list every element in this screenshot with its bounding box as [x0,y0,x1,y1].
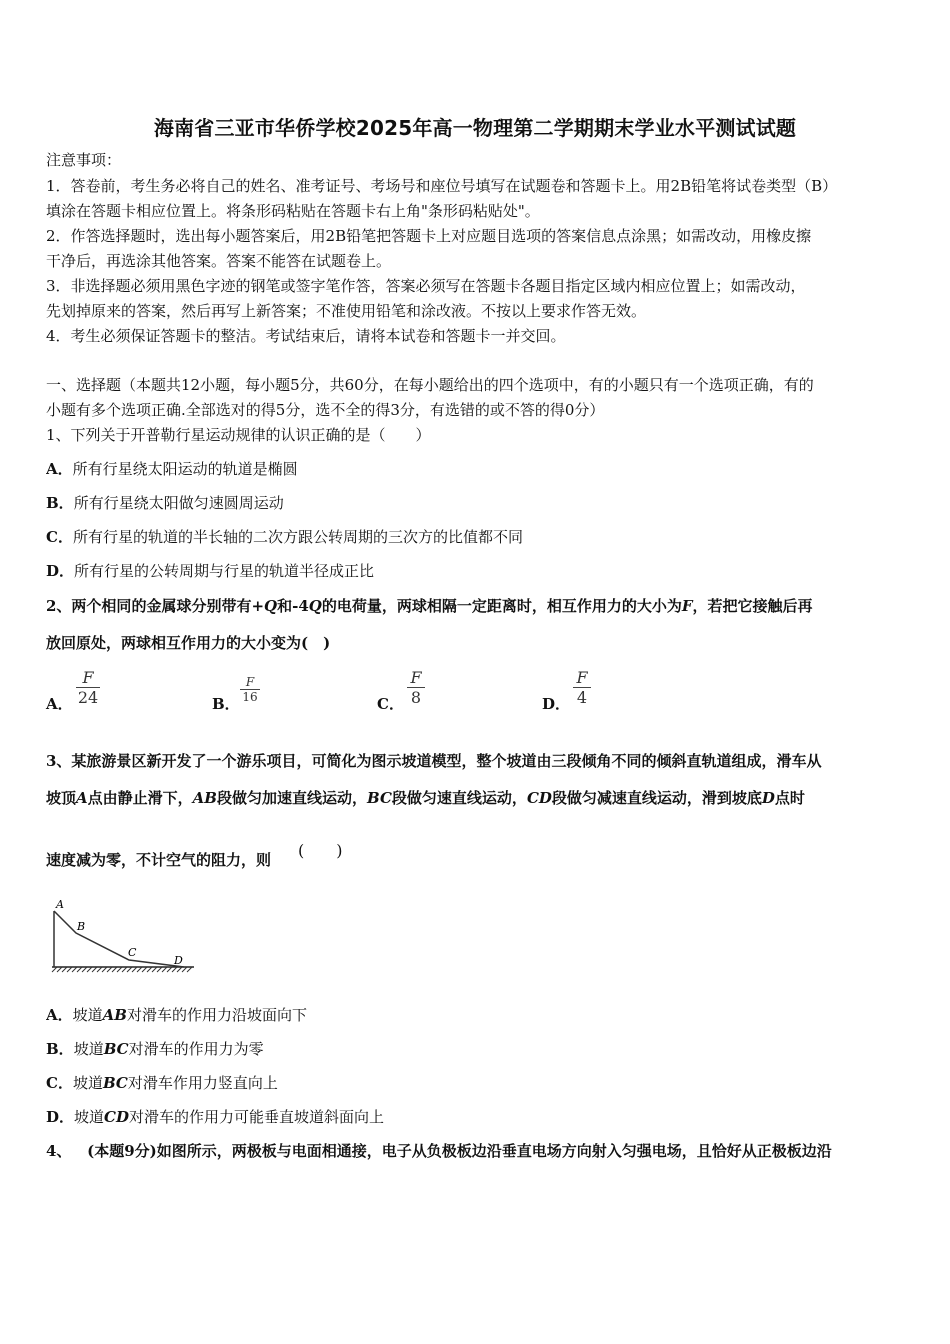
fraction-numerator: F [82,668,94,687]
notice-line: 填涂在答题卡相应位置上。将条形码粘贴在答题卡右上角"条形码粘贴处"。 [46,202,540,220]
option-text: 对滑车的作用力沿坡面向下 [126,1006,307,1024]
option-label: D． [46,1108,75,1126]
stem-text: 段做匀速直线运动， [391,789,527,807]
option-label: B． [46,1040,74,1058]
charge-symbol: Q [308,597,322,615]
question-number: 4、 [46,1142,72,1160]
question-1-option-c [46,527,908,547]
option-label: C． [46,1074,73,1092]
answer-paren: ( ) [298,841,343,860]
notice-line: 4．考生必须保证答题卡的整洁。考试结束后，请将本试卷和答题卡一并交回。 [46,327,566,345]
stem-text: 坡顶 [46,789,77,807]
question-1-option-d [46,561,908,581]
question-2-option-c-label: C． [377,695,404,713]
option-label: A． [46,460,73,478]
question-1-stem: 1、下列关于开普勒行星运动规律的认识正确的是（ ） [46,426,431,444]
option-text: 所有行星绕太阳做匀速圆周运动 [73,494,284,512]
segment-symbol: AB [102,1006,127,1024]
option-text: 对滑车的作用力可能垂直坡道斜面向上 [128,1108,384,1126]
option-text: 坡道 [74,1108,105,1126]
option-text: 坡道 [72,1006,103,1024]
option-text: 所有行星绕太阳运动的轨道是椭圆 [72,460,298,478]
option-text: 所有行星的轨道的半长轴的二次方跟公转周期的三次方的比值都不同 [72,528,523,546]
question-4-stem [46,1141,908,1161]
segment-symbol: CD [104,1108,129,1126]
stem-text: 和-4 [277,597,309,615]
option-label: C． [46,528,73,546]
question-score: (本题9分) [87,1142,157,1160]
question-2-option-a-fraction [76,668,100,707]
segment-symbol: BC [367,789,392,807]
point-label-c: C [128,946,137,959]
stem-text: ，若把它接触后再 [692,597,813,615]
notice-line: 3．非选择题必须用黑色字迹的钢笔或签字笔作答，答案必须写在答题卡各题目指定区域内相应位置上；如需改动， [46,277,806,295]
question-3-option-a [46,1005,908,1025]
notice-line: 先划掉原来的答案，然后再写上新答案；不准使用铅笔和涂改液。不按以上要求作答无效。 [46,302,647,320]
question-2-stem [46,596,908,616]
point-label-d: D [174,954,183,967]
fraction-denominator: 8 [410,688,422,707]
question-3-option-c [46,1073,908,1093]
fraction-numerator: F [245,675,255,689]
section-heading: 一、选择题（本题共12小题，每小题5分，共60分，在每小题给出的四个选项中，有的小题只有一个选项正确，有的 [46,376,814,394]
option-label: D． [46,562,75,580]
section-heading: 小题有多个选项正确.全部选对的得5分，选不全的得3分，有选错的或不答的得0分） [46,401,605,419]
question-3-option-b [46,1039,908,1059]
slope-figure [44,895,204,975]
option-text: 对滑车的作用力为零 [128,1040,264,1058]
question-2-option-d-fraction [573,668,591,707]
segment-symbol: BC [102,1074,128,1092]
question-3-option-d [46,1107,908,1127]
point-label-a: A [56,898,64,911]
segment-symbol: AB [192,789,217,807]
stem-text: 2、两个相同的金属球分别带有+ [46,597,265,615]
notice-line: 2．作答选择题时，选出每小题答案后，用2B铅笔把答题卡上对应题目选项的答案信息点涂黑；如需改动，用橡皮擦 [46,227,812,245]
fraction-denominator: 4 [576,688,588,707]
point-label-b: B [77,920,86,933]
stem-text: 的电荷量，两球相隔一定距离时，相互作用力的大小为 [321,597,682,615]
question-2-option-b-fraction [240,675,260,704]
option-text: 所有行星的公转周期与行星的轨道半径成正比 [74,562,375,580]
option-label: B． [46,494,74,512]
fraction-denominator: 16 [242,690,258,704]
question-2-option-a-label: A． [46,695,73,713]
charge-symbol: Q [264,597,278,615]
notice-line: 干净后，再选涂其他答案。答案不能答在试题卷上。 [46,252,392,270]
option-text: 坡道 [72,1074,103,1092]
question-2-stem-line2: 放回原处，两球相互作用力的大小变为( ) [46,634,331,652]
segment-symbol: BC [103,1040,129,1058]
question-1-option-b [46,493,908,513]
question-3-stem: 3、某旅游景区新开发了一个游乐项目，可简化为图示坡道模型，整个坡道由三段倾角不同的倾斜直轨道组成，滑车从 [46,752,822,770]
point-symbol: A [76,789,88,807]
option-label: A． [46,1006,73,1024]
force-symbol: F [681,597,693,615]
segment-symbol: CD [526,789,552,807]
question-2-option-b-label: B． [212,695,240,713]
fraction-numerator: F [576,668,588,687]
fraction-numerator: F [410,668,422,687]
fraction-denominator: 24 [77,688,99,707]
slope-track [54,911,184,967]
question-2-option-c-fraction [407,668,425,707]
stem-text: 段做匀减速直线运动，滑到坡底 [551,789,762,807]
point-symbol: D [761,789,775,807]
question-2-option-d-label: D． [542,695,571,713]
stem-text: 如图所示，两极板与电面相通接，电子从负极板边沿垂直电场方向射入匀强电场，且恰好从正极板边沿 [156,1142,832,1160]
stem-text: 点时 [774,789,805,807]
option-text: 对滑车作用力竖直向上 [127,1074,278,1092]
question-3-stem-line3: 速度减为零，不计空气的阻力，则 [46,851,272,869]
page-title: 海南省三亚市华侨学校2025年高一物理第二学期期末学业水平测试试题 [153,116,797,140]
question-1-option-a [46,459,908,479]
option-text: 坡道 [73,1040,104,1058]
stem-text: 段做匀加速直线运动， [217,789,368,807]
notice-line: 1．答卷前，考生务必将自己的姓名、准考证号、考场号和座位号填写在试题卷和答题卡上。用2B铅笔将试卷类型（B） [46,177,838,195]
question-3-stem-line2 [46,788,908,808]
stem-text: 点由静止滑下， [87,789,193,807]
notice-heading: 注意事项： [46,151,122,169]
